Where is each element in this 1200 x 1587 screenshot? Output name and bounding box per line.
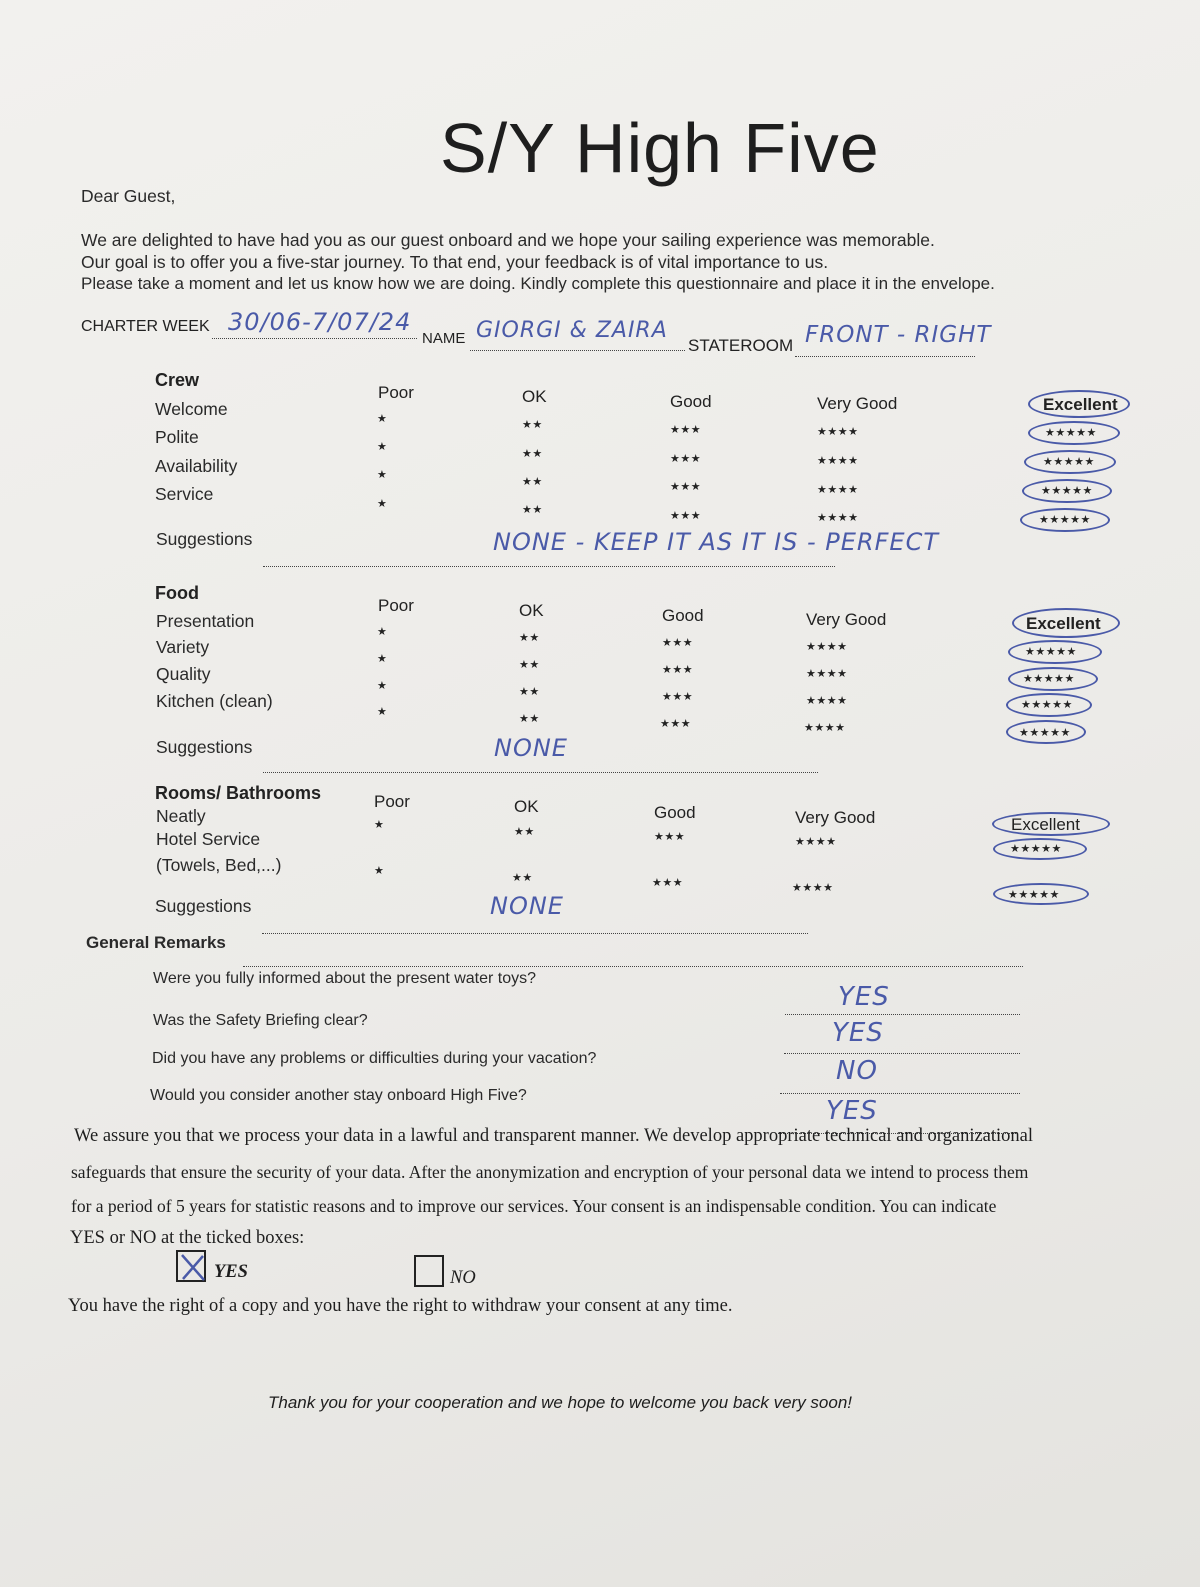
rooms-item-hotel-service: Hotel Service bbox=[156, 829, 261, 849]
rating-star[interactable]: ★★ bbox=[514, 826, 535, 838]
food-header-ok: OK bbox=[519, 601, 544, 620]
intro-line-2: Our goal is to offer you a five-star journey. To that end, your feedback is of vital importance to us. bbox=[81, 252, 829, 272]
consent-no-checkbox[interactable] bbox=[414, 1255, 444, 1287]
rating-star[interactable]: ★★★★ bbox=[806, 668, 848, 680]
rooms-section-title: Rooms/ Bathrooms bbox=[155, 783, 322, 803]
crew-item-service: Service bbox=[155, 484, 214, 504]
selection-circle bbox=[1008, 640, 1102, 664]
rating-star-selected[interactable]: ★★★★★ bbox=[1021, 699, 1073, 711]
intro-line-3: Please take a moment and let us know how we are doing. Kindly complete this questionnaire and place it in the envelope. bbox=[81, 274, 995, 293]
rating-star[interactable]: ★ bbox=[377, 441, 388, 453]
selection-circle bbox=[1028, 421, 1120, 445]
rating-star[interactable]: ★ bbox=[374, 865, 385, 877]
general-remarks-line bbox=[243, 966, 1023, 967]
rating-star[interactable]: ★★★ bbox=[652, 877, 684, 889]
rating-star[interactable]: ★★★★ bbox=[817, 512, 859, 524]
general-remarks-title: General Remarks bbox=[86, 933, 226, 952]
selection-circle bbox=[1006, 720, 1086, 744]
rooms-header-good: Good bbox=[654, 803, 696, 822]
rating-star-selected[interactable]: ★★★★★ bbox=[1019, 727, 1071, 739]
crew-header-very-good: Very Good bbox=[817, 394, 898, 413]
rating-star[interactable]: ★ bbox=[377, 498, 388, 510]
name-value[interactable]: GIORGI & ZAIRA bbox=[476, 318, 668, 343]
rating-star[interactable]: ★ bbox=[377, 706, 388, 718]
crew-header-ok: OK bbox=[522, 387, 547, 406]
stateroom-value[interactable]: FRONT - RIGHT bbox=[805, 322, 992, 348]
rating-star[interactable]: ★★★ bbox=[662, 637, 694, 649]
crew-item-polite: Polite bbox=[155, 427, 199, 447]
rooms-header-poor: Poor bbox=[374, 792, 410, 811]
rooms-item-neatly: Neatly bbox=[156, 806, 206, 826]
rating-star[interactable]: ★★★★ bbox=[817, 426, 859, 438]
rating-star[interactable]: ★★★★ bbox=[806, 641, 848, 653]
rating-star[interactable]: ★★★ bbox=[662, 691, 694, 703]
rooms-suggestions-line bbox=[262, 933, 808, 934]
rating-star-selected[interactable]: ★★★★★ bbox=[1025, 646, 1077, 658]
consent-yes-checkbox[interactable] bbox=[176, 1250, 206, 1282]
rooms-header-excellent: Excellent bbox=[1011, 815, 1080, 834]
rating-star[interactable]: ★★ bbox=[522, 419, 543, 431]
consent-yes-label: YES bbox=[214, 1262, 248, 1282]
crew-header-excellent: Excellent bbox=[1043, 395, 1118, 414]
answer-another-stay[interactable]: YES bbox=[826, 1096, 878, 1126]
stateroom-line bbox=[795, 356, 975, 357]
food-item-variety: Variety bbox=[156, 637, 210, 657]
question-another-stay: Would you consider another stay onboard High Five? bbox=[150, 1087, 527, 1104]
rating-star[interactable]: ★ bbox=[377, 653, 388, 665]
rights-statement: You have the right of a copy and you have the right to withdraw your consent at any time. bbox=[68, 1296, 733, 1316]
rating-star[interactable]: ★ bbox=[377, 626, 388, 638]
selection-circle bbox=[1022, 479, 1112, 503]
rooms-header-very-good: Very Good bbox=[795, 808, 876, 827]
crew-excellent-circle bbox=[1028, 390, 1130, 418]
rating-star[interactable]: ★ bbox=[377, 413, 388, 425]
rooms-suggestions-value[interactable]: NONE bbox=[490, 892, 564, 920]
crew-suggestions-line bbox=[263, 566, 835, 567]
privacy-line-3: for a period of 5 years for statistic reasons and to improve our services. Your consent is an indispensable condition. You can indicate bbox=[71, 1196, 997, 1216]
selection-circle bbox=[993, 838, 1087, 860]
page-title: S/Y High Five bbox=[440, 109, 880, 187]
rating-star[interactable]: ★ bbox=[377, 469, 388, 481]
answer-safety-briefing[interactable]: YES bbox=[832, 1018, 884, 1048]
answer-problems[interactable]: NO bbox=[836, 1056, 878, 1086]
selection-circle bbox=[1020, 508, 1110, 532]
food-excellent-circle bbox=[1012, 608, 1120, 638]
name-line bbox=[470, 350, 685, 351]
closing-message: Thank you for your cooperation and we hope to welcome you back very soon! bbox=[268, 1393, 853, 1412]
rating-star[interactable]: ★★ bbox=[519, 632, 540, 644]
food-item-quality: Quality bbox=[156, 664, 211, 684]
rating-star[interactable]: ★★★★ bbox=[817, 455, 859, 467]
crew-suggestions-value[interactable]: NONE - KEEP IT AS IT IS - PERFECT bbox=[493, 528, 939, 556]
rating-star[interactable]: ★★ bbox=[522, 476, 543, 488]
answer-line bbox=[785, 1014, 1020, 1015]
answer-water-toys[interactable]: YES bbox=[838, 982, 890, 1012]
rating-star-selected[interactable]: ★★★★★ bbox=[1043, 456, 1095, 468]
rooms-suggestions-label: Suggestions bbox=[155, 896, 252, 916]
rating-star[interactable]: ★★★ bbox=[670, 510, 702, 522]
rating-star-selected[interactable]: ★★★★★ bbox=[1023, 673, 1075, 685]
privacy-line-4: YES or NO at the ticked boxes: bbox=[70, 1228, 305, 1248]
rooms-item-towels-bed: (Towels, Bed,...) bbox=[156, 855, 282, 875]
rating-star[interactable]: ★★★ bbox=[670, 481, 702, 493]
crew-header-good: Good bbox=[670, 392, 712, 411]
rating-star-selected[interactable]: ★★★★★ bbox=[1008, 889, 1060, 901]
food-item-kitchen: Kitchen (clean) bbox=[156, 691, 273, 711]
crew-item-availability: Availability bbox=[155, 456, 238, 476]
rating-star[interactable]: ★★★★ bbox=[792, 882, 834, 894]
name-label: NAME bbox=[422, 330, 466, 347]
rating-star-selected[interactable]: ★★★★★ bbox=[1010, 843, 1062, 855]
food-header-poor: Poor bbox=[378, 596, 414, 615]
food-header-good: Good bbox=[662, 606, 704, 625]
food-header-excellent: Excellent bbox=[1026, 614, 1101, 633]
rating-star[interactable]: ★ bbox=[377, 680, 388, 692]
consent-no-label: NO bbox=[450, 1268, 476, 1288]
selection-circle bbox=[1006, 693, 1092, 717]
crew-item-welcome: Welcome bbox=[155, 399, 228, 419]
food-suggestions-line bbox=[263, 772, 818, 773]
rating-star[interactable]: ★★ bbox=[519, 659, 540, 671]
rating-star[interactable]: ★★★★ bbox=[817, 484, 859, 496]
question-safety-briefing: Was the Safety Briefing clear? bbox=[153, 1012, 368, 1029]
stateroom-label: STATEROOM bbox=[688, 336, 794, 355]
rating-star-selected[interactable]: ★★★★★ bbox=[1041, 485, 1093, 497]
charter-week-value[interactable]: 30/06-7/07/24 bbox=[228, 308, 412, 336]
food-item-presentation: Presentation bbox=[156, 611, 255, 631]
food-suggestions-value[interactable]: NONE bbox=[494, 734, 568, 762]
rating-star-selected[interactable]: ★★★★★ bbox=[1039, 514, 1091, 526]
question-water-toys: Were you fully informed about the present water toys? bbox=[153, 970, 537, 987]
rating-star[interactable]: ★★ bbox=[522, 504, 543, 516]
privacy-line-2: safeguards that ensure the security of your data. After the anonymization and encryption of your personal data we intend to process them bbox=[71, 1162, 1029, 1182]
food-section-title: Food bbox=[155, 583, 199, 603]
food-header-very-good: Very Good bbox=[806, 610, 887, 629]
charter-week-line bbox=[212, 338, 417, 339]
rating-star[interactable]: ★★★★ bbox=[806, 695, 848, 707]
rating-star[interactable]: ★ bbox=[374, 819, 385, 831]
rooms-excellent-circle bbox=[992, 812, 1110, 836]
rooms-header-ok: OK bbox=[514, 797, 539, 816]
selection-circle bbox=[1008, 667, 1098, 691]
answer-line bbox=[780, 1093, 1020, 1094]
crew-header-poor: Poor bbox=[378, 383, 414, 402]
crew-section-title: Crew bbox=[155, 370, 200, 390]
question-problems: Did you have any problems or difficulties during your vacation? bbox=[152, 1050, 597, 1067]
answer-line bbox=[784, 1053, 1020, 1054]
rating-star-selected[interactable]: ★★★★★ bbox=[1045, 427, 1097, 439]
rating-star[interactable]: ★★★★ bbox=[804, 722, 846, 734]
food-suggestions-label: Suggestions bbox=[156, 737, 253, 757]
rating-star[interactable]: ★★★ bbox=[654, 831, 686, 843]
selection-circle bbox=[993, 883, 1089, 905]
selection-circle bbox=[1024, 450, 1116, 474]
rating-star[interactable]: ★★★★ bbox=[795, 836, 837, 848]
charter-week-label: CHARTER WEEK bbox=[81, 318, 210, 335]
rating-star[interactable]: ★★ bbox=[522, 448, 543, 460]
rating-star[interactable]: ★★ bbox=[512, 872, 533, 884]
rating-star[interactable]: ★★ bbox=[519, 713, 540, 725]
rating-star[interactable]: ★★ bbox=[519, 686, 540, 698]
privacy-line-1: We assure you that we process your data in a lawful and transparent manner. We develop appropriate technical and organizational bbox=[74, 1126, 1034, 1146]
intro-line-1: We are delighted to have had you as our guest onboard and we hope your sailing experience was memorable. bbox=[81, 230, 935, 250]
crew-suggestions-label: Suggestions bbox=[156, 529, 253, 549]
rating-star[interactable]: ★★★ bbox=[660, 718, 692, 730]
greeting: Dear Guest, bbox=[81, 186, 176, 206]
rating-star[interactable]: ★★★ bbox=[670, 453, 702, 465]
rating-star[interactable]: ★★★ bbox=[662, 664, 694, 676]
rating-star[interactable]: ★★★ bbox=[670, 424, 702, 436]
